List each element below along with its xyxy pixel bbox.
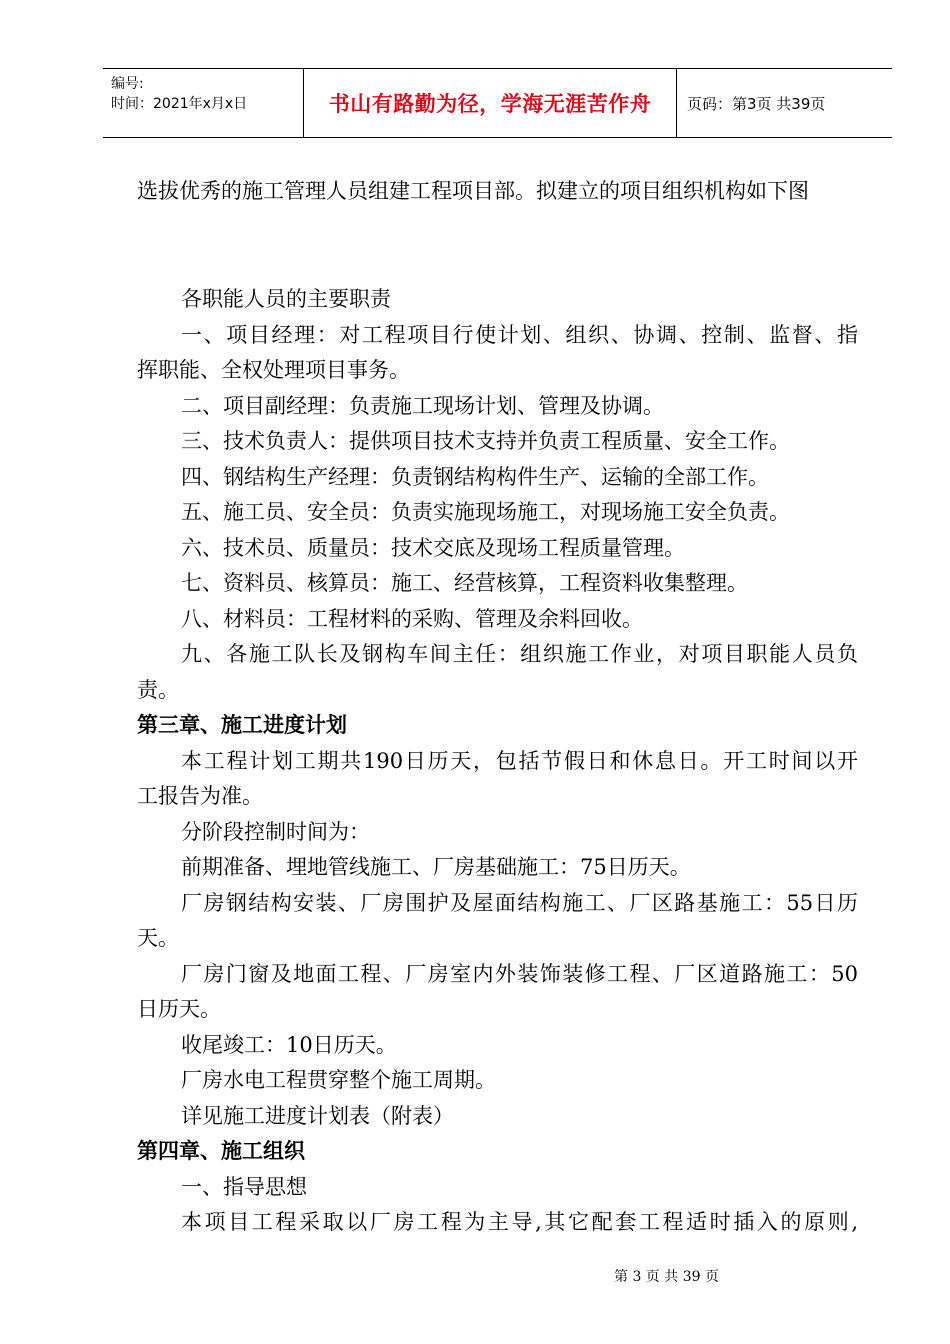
- number-label: 编号:: [111, 76, 144, 92]
- body-line: 四、钢结构生产经理：负责钢结构构件生产、运输的全部工作。: [181, 465, 769, 489]
- body-line: 七、资料员、核算员：施工、经营核算，工程资料收集整理。: [181, 571, 748, 595]
- body-line: 挥职能、全权处理项目事务。: [137, 358, 410, 382]
- header-meta-cell: [103, 69, 302, 137]
- header-motto: 书山有路勤为径，学海无涯苦作舟: [328, 92, 652, 116]
- body-line: 二、项目副经理：负责施工现场计划、管理及协调。: [181, 394, 664, 418]
- body-line: 责。: [137, 678, 179, 702]
- header-divider: [676, 69, 677, 137]
- footer-page-number: 第 3 页 共 39 页: [614, 1269, 719, 1285]
- body-line: 前期准备、埋地管线施工、厂房基础施工：75日历天。: [181, 855, 691, 879]
- body-line: 九、各施工队长及钢构车间主任：组织施工作业，对项目职能人员负: [181, 642, 858, 666]
- body-line: 本项目工程采取以厂房工程为主导,其它配套工程适时插入的原则,: [181, 1210, 858, 1234]
- body-line: 选拔优秀的施工管理人员组建工程项目部。拟建立的项目组织机构如下图: [137, 179, 809, 203]
- header-page-number: 页码：第3页 共39页: [687, 94, 826, 113]
- chapter-heading: 第四章、施工组织: [137, 1138, 305, 1163]
- body-line: 天。: [137, 926, 179, 950]
- body-line: 分阶段控制时间为：: [181, 820, 370, 844]
- body-line: 六、技术员、质量员：技术交底及现场工程质量管理。: [181, 536, 685, 560]
- header-table: [103, 68, 892, 138]
- chapter-heading: 第三章、施工进度计划: [137, 712, 347, 737]
- body-line: 工报告为准。: [137, 784, 263, 808]
- body-line: 日历天。: [137, 997, 221, 1021]
- body-line: 五、施工员、安全员：负责实施现场施工，对现场施工安全负责。: [181, 500, 790, 524]
- body-line: 三、技术负责人：提供项目技术支持并负责工程质量、安全工作。: [181, 429, 790, 453]
- body-line: 厂房门窗及地面工程、厂房室内外装饰装修工程、厂区道路施工：50: [181, 962, 858, 986]
- body-line: 厂房水电工程贯穿整个施工周期。: [181, 1068, 496, 1092]
- body-line: 一、项目经理：对工程项目行使计划、组织、协调、控制、监督、指: [181, 323, 858, 347]
- body-line: 厂房钢结构安装、厂房围护及屋面结构施工、厂区路基施工：55日历: [181, 891, 858, 915]
- section-subtitle: 各职能人员的主要职责: [181, 287, 391, 311]
- section-subtitle: 一、指导思想: [181, 1175, 307, 1199]
- body-line: 收尾竣工：10日历天。: [181, 1033, 397, 1057]
- body-line: 本工程计划工期共190日历天，包括节假日和休息日。开工时间以开: [181, 749, 858, 773]
- date-label: 时间：2021年x月x日: [111, 96, 248, 112]
- body-line: 详见施工进度计划表（附表）: [181, 1104, 454, 1128]
- body-line: 八、材料员：工程材料的采购、管理及余料回收。: [181, 607, 643, 631]
